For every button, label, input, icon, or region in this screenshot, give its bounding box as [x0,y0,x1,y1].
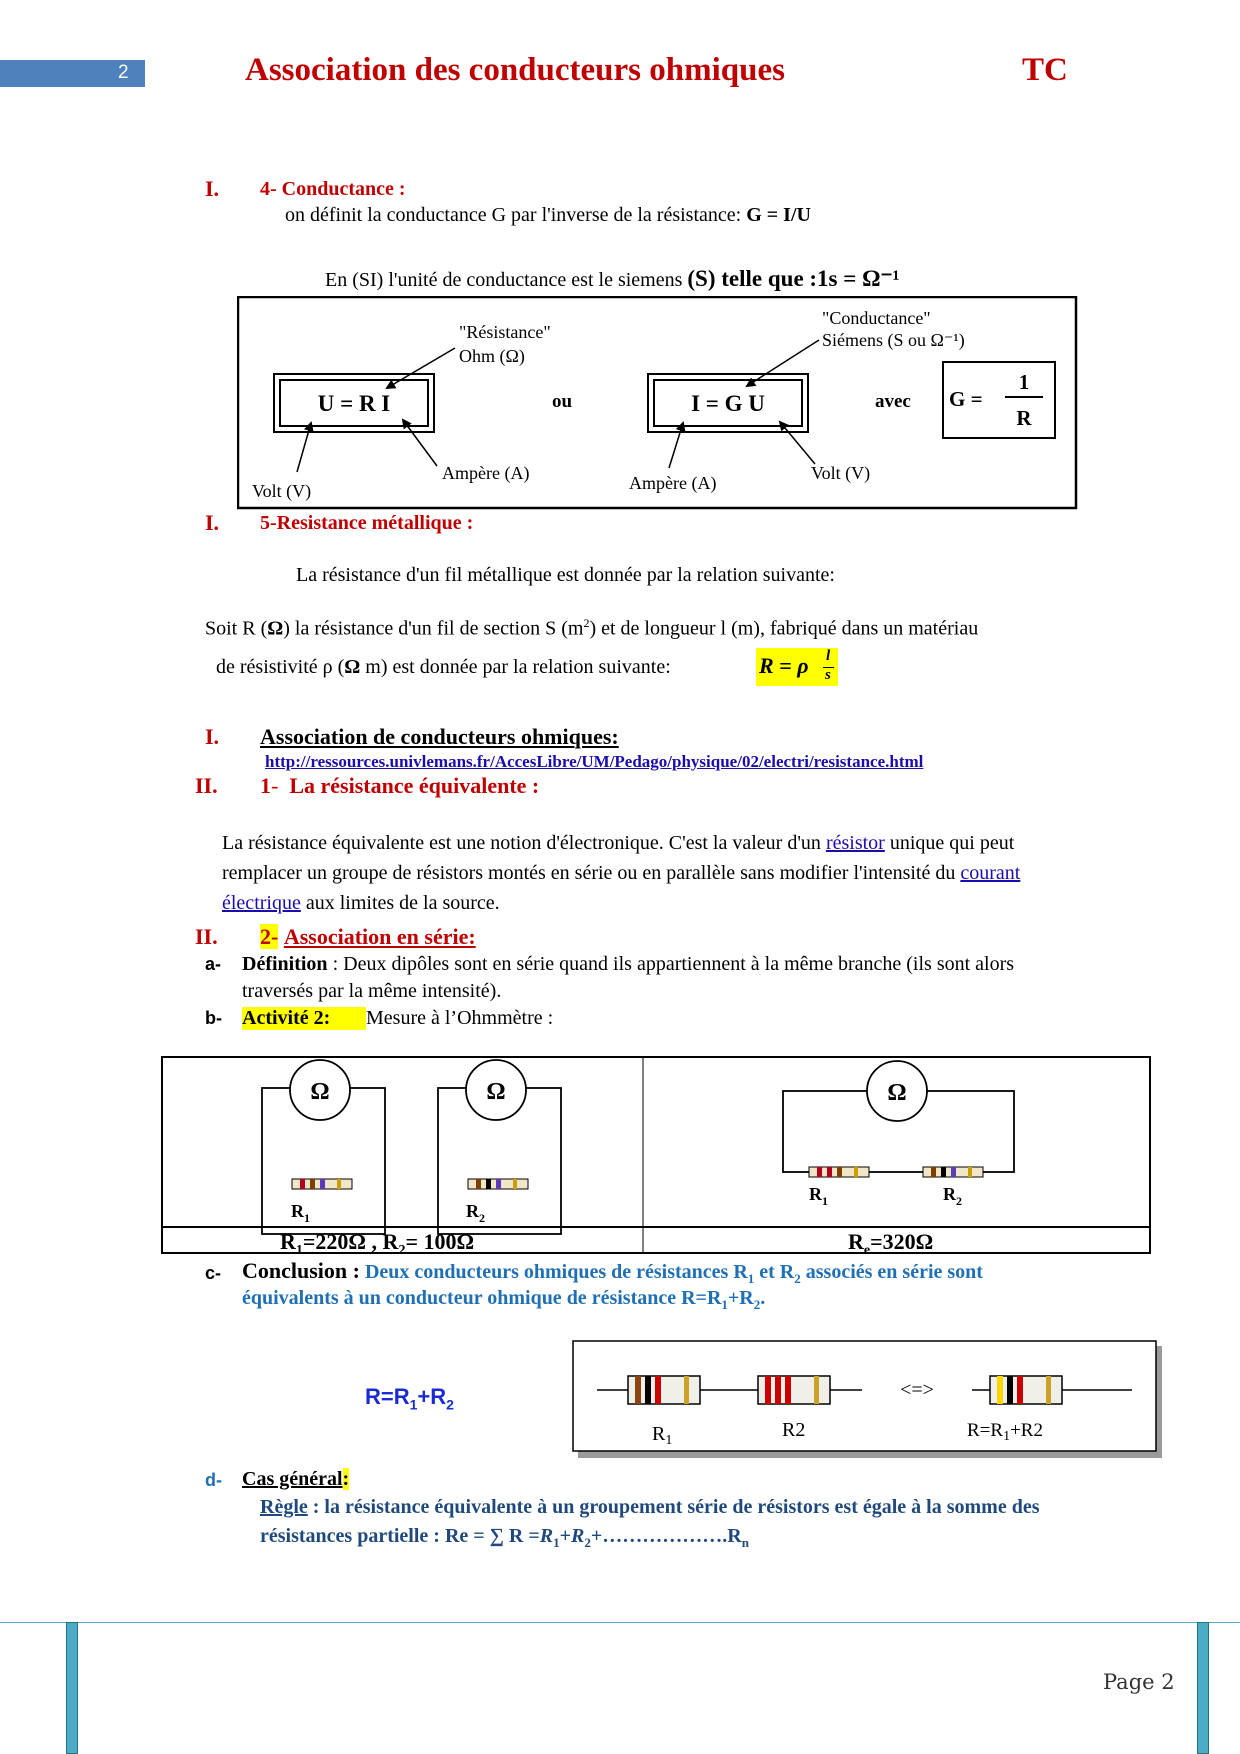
conductance-definition: on définit la conductance G par l'inverse de la résistance: G = I/U [285,204,811,226]
resistor-link[interactable]: résistor [825,832,885,854]
activity-text: Mesure à l’Ohmmètre : [366,1007,554,1029]
g-denominator: R [1016,406,1032,430]
item-b-marker: b- [205,1008,222,1028]
section-equiv-title: 1- La résistance équivalente : [260,773,540,798]
r1-label-fig3: $R_1$ [652,1423,673,1448]
formula-i-gu: I = G U [691,391,765,416]
r2-label-fig2: $R_2$ [466,1201,485,1225]
footer-rule [0,1622,1240,1623]
section-equiv-number: II. [195,773,218,798]
si-unit-line: En (SI) l'unité de conductance est le siemens (S) telle que :1s = Ω⁻¹ [325,266,900,291]
r2-label-series: $R_2$ [943,1184,962,1208]
g-equals: G = [949,387,983,411]
ou-label: ou [552,391,573,412]
measured-req: $R_e=320\Omega$ [848,1229,934,1256]
volt-left-label: Volt (V) [252,481,312,501]
resistance-label: "Résistance" [459,322,551,342]
avec-label: avec [875,391,911,412]
equiv-paragraph-3: électrique aux limites de la source. [222,892,500,914]
equiv-paragraph-1: La résistance équivalente est une notion d'électronique. C'est la valeur d'un résistor unique qui peut [222,832,1015,854]
section-serie-number: II. [195,924,218,949]
metal-description-1: Soit R (Ω) la résistance d'un fil de section S $(m^2)$ et de longueur l (m), fabriqué dans un matériau [205,616,979,640]
section-assoc-number: I. [205,724,220,749]
footer-left-bar [66,1622,78,1754]
rule-line-1: Règle : la résistance équivalente à un groupement série de résistors est égale à la somme des [260,1496,1040,1518]
formula-u-ri: U = R I [317,391,391,416]
courant-link[interactable]: courant [960,862,1021,884]
equiv-paragraph-2: remplacer un groupe de résistors montés en série ou en parallèle sans modifier l'intensité du courant [222,862,1021,884]
definition-line-2: traversés par la même intensité). [242,980,502,1002]
item-d-marker: d- [205,1470,222,1490]
ohmmeter-2-symbol: Ω [486,1079,506,1105]
equivalence-symbol: <=> [900,1379,934,1401]
r2-label-fig3: R2 [782,1419,806,1441]
ampere-right-label: Ampère (A) [629,473,717,493]
section-metal-number: I. [205,510,220,535]
ampere-mid-label: Ampère (A) [442,463,530,483]
section-serie-title: 2- Association en série: [260,924,476,949]
level-label: TC [1022,52,1068,88]
page-number: 2 [118,62,129,83]
item-c-marker: c- [205,1263,222,1283]
resource-link[interactable]: http://ressources.univlemans.fr/AccesLibre/UM/Pedago/physique/02/electri/resistance.html [265,752,924,771]
conclusion-line-2: équivalents à un conducteur ohmique de résistance $R=R_1+R_2$. [242,1287,766,1312]
section-conductance-number: I. [205,176,220,201]
item-a-marker: a- [205,954,222,974]
req-label-fig3: $R=R_1+R2$ [967,1420,1043,1444]
measured-r1-r2: $R_1=220\Omega$ , $R_2= 100\Omega$ [280,1229,475,1256]
rule-line-2: résistances partielle : Re = ∑ $R =R_1+R_2+\dots\dots\dots\dots\dots\dots.R_n$ [260,1525,749,1550]
g-numerator: 1 [1018,370,1030,394]
ohmmeter-figure [161,1056,1151,1256]
resistivity-formula: R = ρ l s [756,648,838,686]
conductance-label: "Conductance" [822,308,931,328]
footer-page-label: Page 2 [1103,1670,1175,1694]
ohmmeter-3-symbol: Ω [887,1080,907,1106]
activity-label: Activité 2: [242,1007,366,1030]
general-case-title: Cas général: [242,1468,350,1490]
section-conductance-title: 4- Conductance : [260,178,406,200]
r1-label-fig2: $R_1$ [291,1201,310,1225]
ohmmeter-1-symbol: Ω [310,1079,330,1105]
electrique-link[interactable]: électrique [222,892,301,914]
footer-right-bar [1197,1622,1209,1754]
section-metal-title: 5-Resistance métallique : [260,512,474,534]
definition-line-1: Définition : Deux dipôles sont en série quand ils appartiennent à la même branche (ils sont alors [242,953,1015,975]
ohm-law-figure [237,296,1078,510]
section-assoc-title: Association de conducteurs ohmiques: [260,724,619,749]
siemens-unit-label: Siémens (S ou Ω⁻¹) [822,330,965,350]
conductance-formula: G = I/U [746,204,811,226]
volt-right-label: Volt (V) [811,463,871,483]
metal-description-2: de résistivité ρ (Ω m) est donnée par la relation suivante: [216,656,671,678]
metal-intro: La résistance d'un fil métallique est donnée par la relation suivante: [296,564,835,586]
conclusion-line-1: Conclusion : Deux conducteurs ohmiques de résistances $R_1$ et $R_2$ associés en série sont [242,1258,983,1286]
series-equivalence-figure [572,1340,1164,1460]
page-title: Association des conducteurs ohmiques [245,52,785,88]
ohm-unit-label: Ohm (Ω) [459,346,525,366]
r1-label-series: $R_1$ [809,1184,828,1208]
series-formula: $R=R_1+R_2$ [365,1384,454,1413]
